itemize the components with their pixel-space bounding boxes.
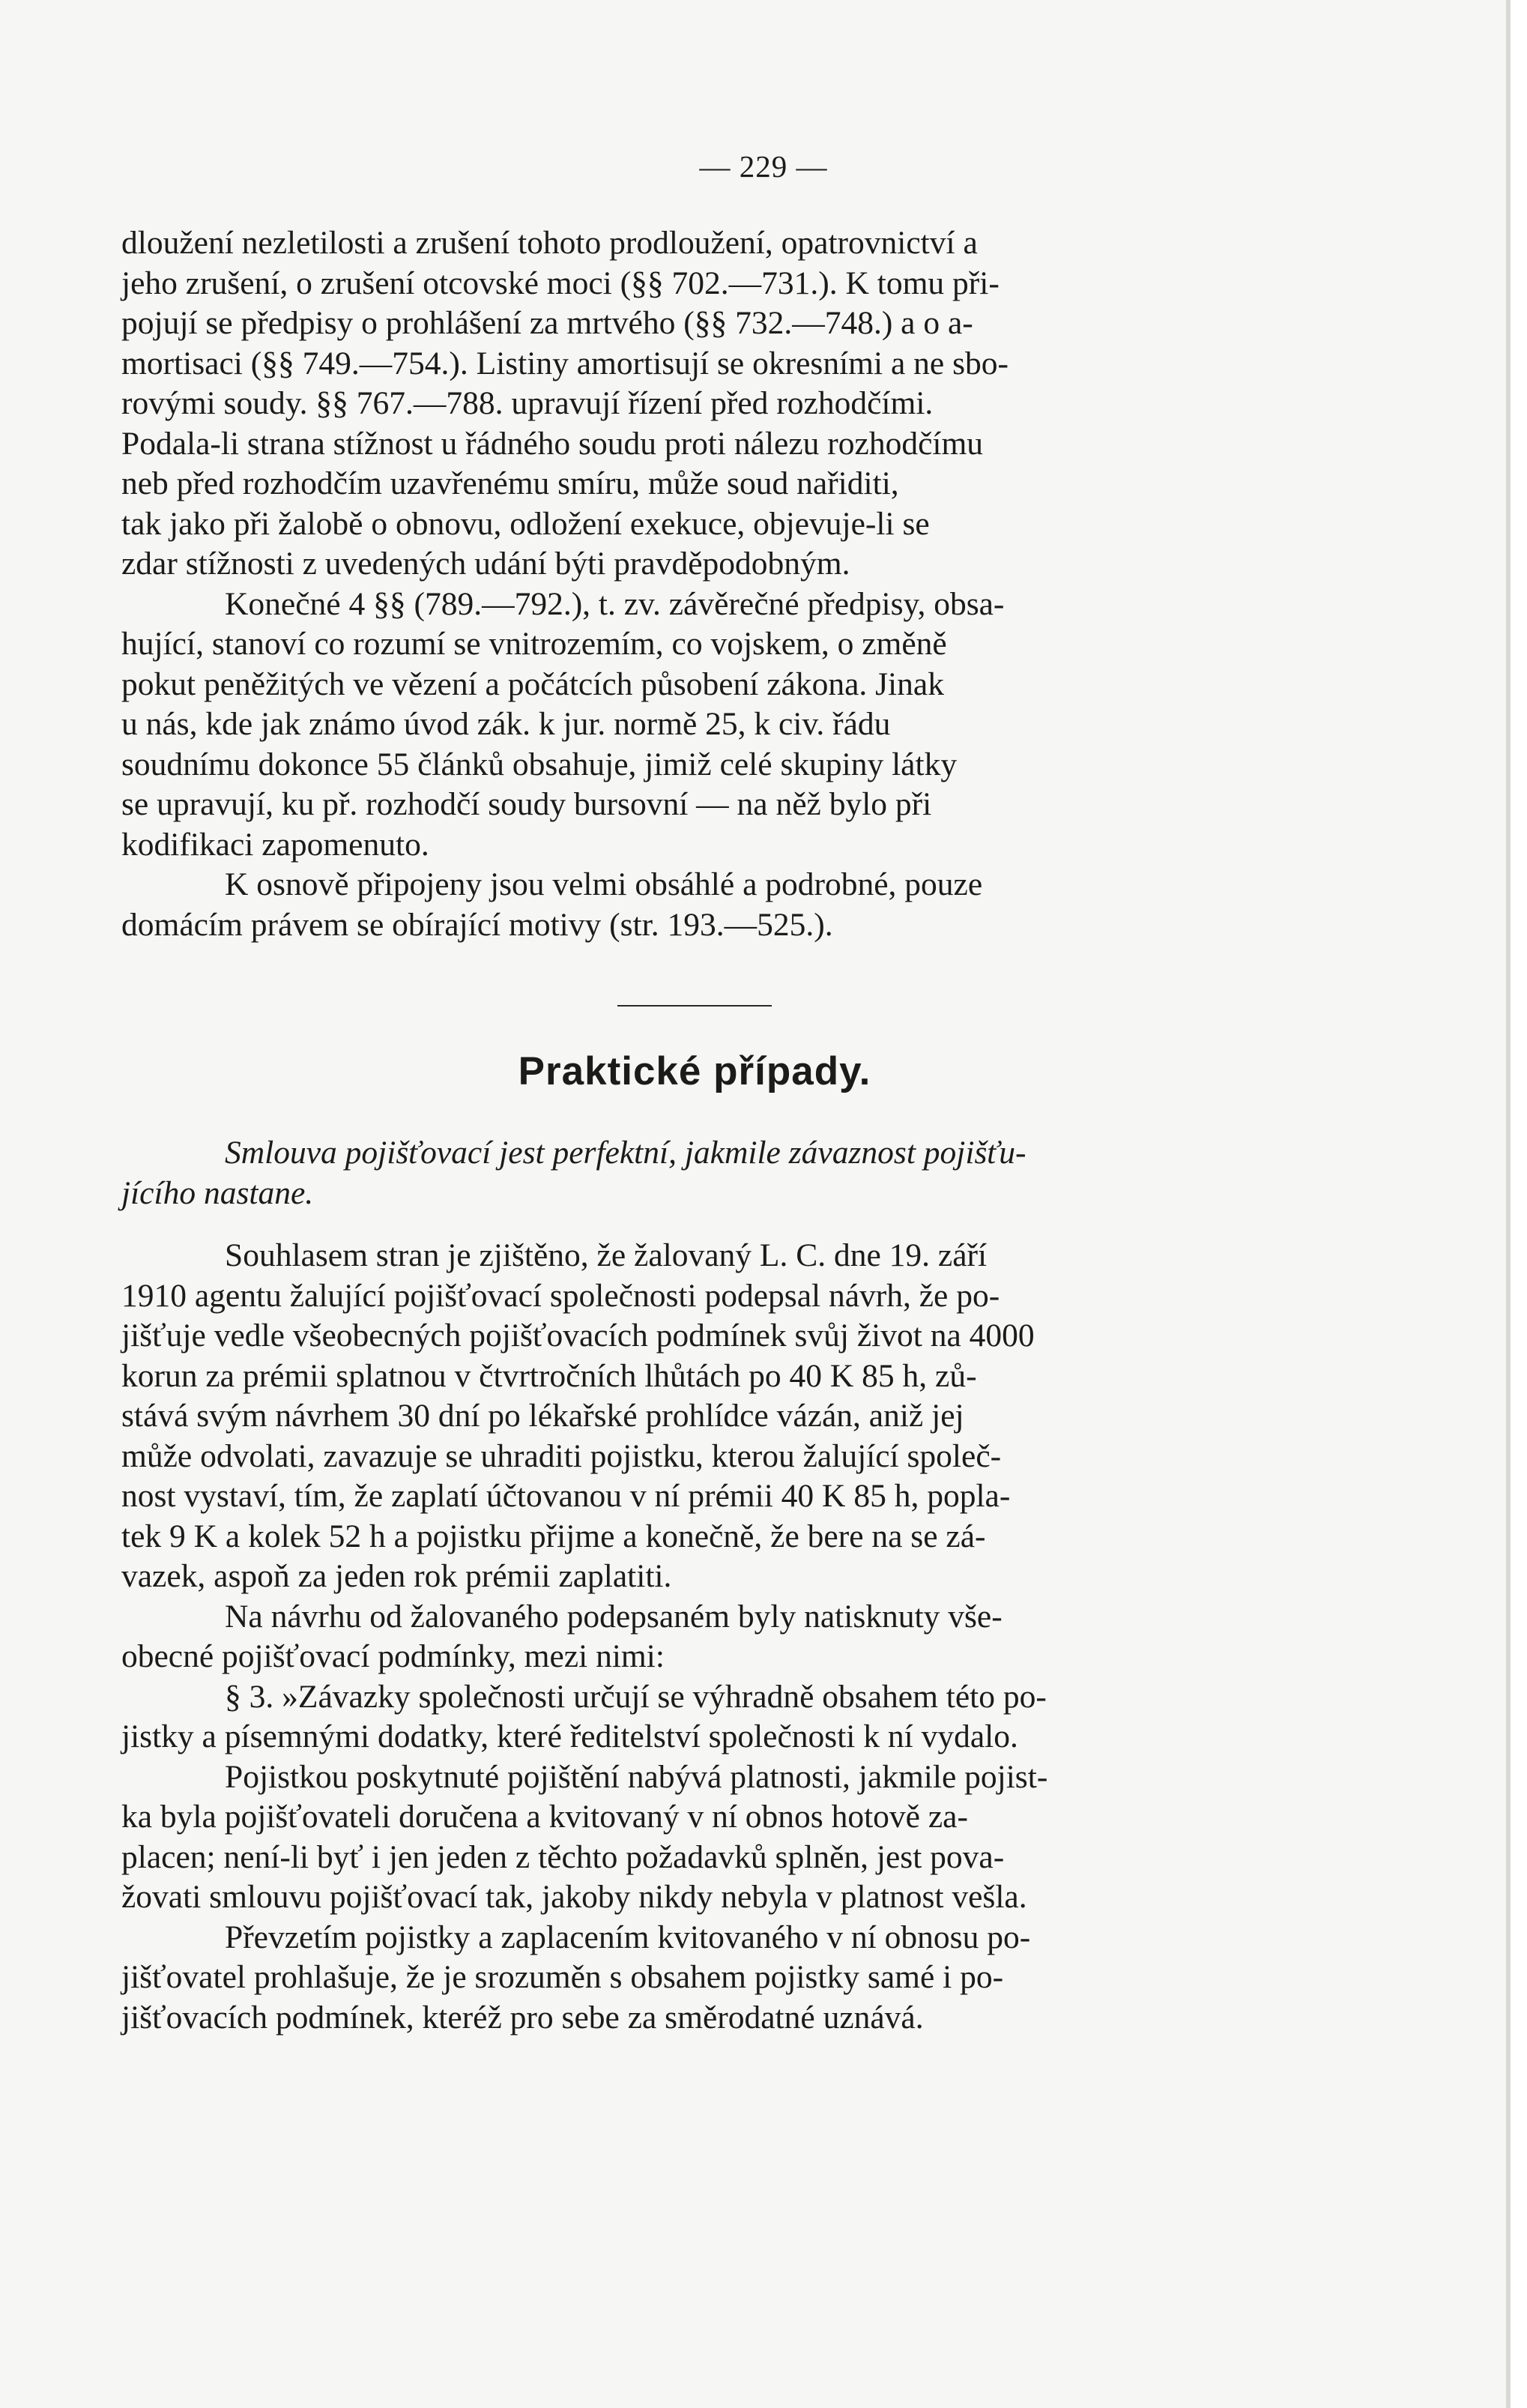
- page-number: — 229 —: [699, 149, 828, 184]
- text-line: tak jako při žalobě o obnovu, odložení exekuce, objevuje-li se: [121, 505, 930, 542]
- final-provisions-paragraph: [121, 585, 1268, 866]
- text-line: korun za prémii splatnou v čtvrtročních lhůtách po 40 K 85 h, zů-: [121, 1357, 977, 1394]
- text-line: domácím právem se obírající motivy (str. 193.—525.).: [121, 906, 833, 943]
- text-line: jistky a písemnými dodatky, které ředitelství společnosti k ní vydalo.: [121, 1719, 1018, 1754]
- text-line: hující, stanoví co rozumí se vnitrozemím, co vojskem, o změně: [121, 626, 947, 662]
- text-line: jícího nastane.: [121, 1174, 314, 1211]
- text-line: § 3. »Závazky společnosti určují se výhradně obsahem této po-: [225, 1678, 1047, 1715]
- text-line: obecné pojišťovací podmínky, mezi nimi:: [121, 1638, 665, 1674]
- text-line: jišťovacích podmínek, kteréž pro sebe za směrodatné uznává.: [121, 1999, 924, 2036]
- text-line: stává svým návrhem 30 dní po lékařské prohlídce vázán, aniž jej: [121, 1398, 964, 1434]
- text-line: neb před rozhodčím uzavřenému smíru, může soud nařiditi,: [121, 465, 899, 501]
- text-line: 1910 agentu žalující pojišťovací společnosti podepsal návrh, že po-: [121, 1277, 1000, 1314]
- text-line: rovými soudy. §§ 767.—788. upravují řízení před rozhodčími.: [121, 385, 934, 421]
- text-line: Podala-li strana stížnost u řádného soudu proti nálezu rozhodčímu: [121, 425, 984, 462]
- text-line: u nás, kde jak známo úvod zák. k jur. normě 25, k civ. řádu: [121, 706, 891, 742]
- text-line: pojují se předpisy o prohlášení za mrtvého (§§ 732.—748.) a o a-: [121, 305, 973, 341]
- text-line: ka byla pojišťovateli doručena a kvitovaný v ní obnos hotově za-: [121, 1799, 968, 1835]
- outline-note-paragraph: [121, 865, 1268, 945]
- page-body: [121, 223, 1268, 2038]
- section-divider: [617, 1005, 772, 1007]
- text-line: jišťuje vedle všeobecných pojišťovacích podmínek svůj život na 4000: [121, 1318, 1035, 1354]
- text-line: Pojistkou poskytnuté pojištění nabývá platnosti, jakmile pojist-: [225, 1758, 1048, 1795]
- section-heading: Praktické případy.: [518, 1049, 871, 1093]
- conditions-intro-paragraph: [121, 1597, 1268, 1677]
- text-line: se upravují, ku př. rozhodčí soudy bursovní — na něž bylo při: [121, 786, 932, 822]
- text-line: soudnímu dokonce 55 článků obsahuje, jimiž celé skupiny látky: [121, 746, 958, 782]
- text-line: jišťovatel prohlašuje, že je srozuměn s obsahem pojistky samé i po-: [121, 1959, 1004, 1995]
- text-line: Smlouva pojišťovací jest perfektní, jakmile závaznost pojišťu-: [225, 1135, 1026, 1171]
- text-line: dloužení nezletilosti a zrušení tohoto prodloužení, opatrovnictví a: [121, 225, 978, 261]
- text-line: žovati smlouvu pojišťovací tak, jakoby nikdy nebyla v platnost vešla.: [121, 1879, 1027, 1915]
- text-line: nost vystaví, tím, že zaplatí účtovanou v ní prémii 40 K 85 h, popla-: [121, 1478, 1011, 1514]
- spacer: [121, 1213, 1268, 1236]
- text-line: Souhlasem stran je zjištěno, že žalovaný L. C. dne 19. září: [225, 1237, 988, 1273]
- text-line: vazek, aspoň za jeden rok prémii zaplatiti.: [121, 1558, 672, 1594]
- text-line: K osnově připojeny jsou velmi obsáhlé a podrobné, pouze: [225, 866, 983, 902]
- text-line: pokut peněžitých ve vězení a počátcích působení zákona. Jinak: [121, 666, 944, 702]
- text-line: kodifikaci zapomenuto.: [121, 826, 429, 863]
- case-facts-paragraph: [121, 1236, 1268, 1597]
- clause-3-paragraph: [121, 1677, 1268, 1757]
- text-line: placen; není-li byť i jen jeden z těchto požadavků splněn, jest pova-: [121, 1838, 1005, 1875]
- text-line: může odvolati, zavazuje se uhraditi pojistku, kterou žalující společ-: [121, 1437, 1002, 1474]
- text-line: mortisaci (§§ 749.—754.). Listiny amortisují se okresními a ne sbo-: [121, 345, 1009, 381]
- text-line: zdar stížnosti z uvedených udání býti pravděpodobným.: [121, 546, 850, 582]
- text-line: jeho zrušení, o zrušení otcovské moci (§§ 702.—731.). K tomu při-: [121, 265, 1000, 301]
- acceptance-paragraph: [121, 1918, 1268, 2039]
- text-line: tek 9 K a kolek 52 h a pojistku přijme a konečně, že bere na se zá-: [121, 1518, 986, 1554]
- validity-paragraph: [121, 1757, 1268, 1918]
- page-edge: [1506, 0, 1527, 2408]
- text-line: Na návrhu od žalovaného podepsaném byly natisknuty vše-: [225, 1598, 1003, 1635]
- case-title: [121, 1133, 1268, 1213]
- text-line: Konečné 4 §§ (789.—792.), t. zv. závěrečné předpisy, obsa-: [225, 585, 1005, 622]
- intro-paragraph: [121, 223, 1268, 585]
- text-line: Převzetím pojistky a zaplacením kvitovaného v ní obnosu po-: [225, 1919, 1031, 1955]
